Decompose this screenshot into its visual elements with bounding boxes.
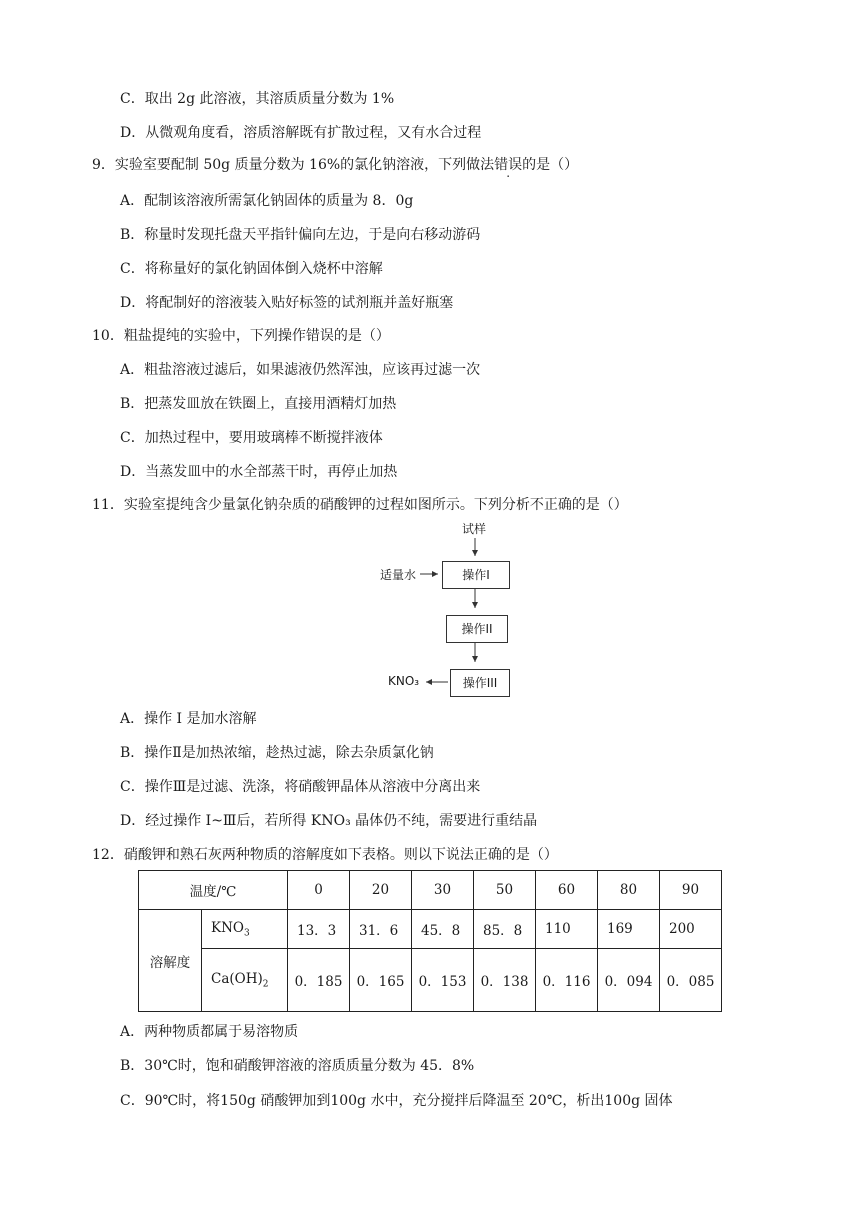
caoh2-formula: Ca(OH) — [211, 970, 263, 987]
caoh2-cell: 0．094 — [598, 949, 660, 1012]
question-10-option-b: B．把蒸发皿放在铁圈上，直接用酒精灯加热 — [120, 396, 397, 412]
question-9-stem — [92, 155, 578, 175]
question-10-stem: 10．粗盐提纯的实验中，下列操作错误的是（） — [92, 328, 390, 344]
operation-2-box: 操作II — [446, 615, 508, 643]
question-12-option-b: B．30℃时，饱和硝酸钾溶液的溶质质量分数为 45．8% — [120, 1058, 475, 1074]
question-11-stem: 11．实验室提纯含少量氯化钠杂质的硝酸钾的过程如图所示。下列分析不正确的是（） — [92, 497, 628, 513]
sample-label: 试样 — [462, 522, 487, 536]
kno3-cell: 45．8 — [412, 910, 474, 949]
caoh2-cell: 0．153 — [412, 949, 474, 1012]
question-11-option-d: D．经过操作 I~Ⅲ后，若所得 KNO₃ 晶体仍不纯，需要进行重结晶 — [120, 813, 538, 829]
purification-flow-diagram — [370, 520, 530, 700]
temp-cell: 20 — [350, 871, 412, 910]
question-12-option-a: A．两种物质都属于易溶物质 — [120, 1024, 299, 1040]
kno3-label — [202, 910, 288, 949]
kno3-cell: 169 — [598, 910, 660, 949]
kno3-formula: KNO — [211, 919, 244, 936]
option-d-prev: D．从微观角度看，溶质溶解既有扩散过程，又有水合过程 — [120, 125, 482, 141]
temp-cell: 30 — [412, 871, 474, 910]
caoh2-label — [202, 949, 288, 1012]
temperature-header: 温度/℃ — [139, 871, 288, 910]
caoh2-subscript: 2 — [262, 979, 269, 990]
question-9-option-b: B．称量时发现托盘天平指针偏向左边，于是向右移动游码 — [120, 227, 481, 243]
question-9-option-c: C．将称量好的氯化钠固体倒入烧杯中溶解 — [120, 261, 383, 277]
question-9-stem-end: 的是（） — [522, 157, 579, 173]
question-10-option-c: C．加热过程中，要用玻璃棒不断搅拌液体 — [120, 430, 383, 446]
table-row-kno3 — [139, 910, 722, 949]
water-label: 适量水 — [380, 568, 417, 582]
kno3-cell: 85．8 — [474, 910, 536, 949]
question-10-option-d: D．当蒸发皿中的水全部蒸干时，再停止加热 — [120, 464, 398, 480]
caoh2-cell: 0．165 — [350, 949, 412, 1012]
kno3-cell: 31．6 — [350, 910, 412, 949]
question-12-option-c: C．90℃时，将150g 硝酸钾加到100g 水中，充分搅拌后降温至 20℃，析出100g 固体 — [120, 1093, 673, 1109]
operation-1-box: 操作I — [442, 561, 510, 589]
kno3-cell: 110 — [536, 910, 598, 949]
caoh2-cell: 0．116 — [536, 949, 598, 1012]
option-c-prev: C．取出 2g 此溶液，其溶质质量分数为 1% — [120, 91, 395, 107]
question-11-option-a: A．操作 I 是加水溶解 — [120, 711, 257, 727]
question-12-stem: 12．硝酸钾和熟石灰两种物质的溶解度如下表格。则以下说法正确的是（） — [92, 847, 558, 863]
table-row-caoh2 — [139, 949, 722, 1012]
question-10-option-a: A．粗盐溶液过滤后，如果滤液仍然浑浊，应该再过滤一次 — [120, 362, 481, 378]
solubility-table — [138, 870, 722, 1012]
solubility-row-label: 溶解度 — [139, 910, 202, 1012]
kno3-product-label: KNO₃ — [388, 674, 420, 688]
temp-cell: 50 — [474, 871, 536, 910]
temp-cell: 90 — [660, 871, 722, 910]
temp-cell: 60 — [536, 871, 598, 910]
question-9-stem-text: 9．实验室要配制 50g 质量分数为 16%的氯化钠溶液，下列做法 — [92, 157, 495, 173]
table-header-row — [139, 871, 722, 910]
caoh2-cell: 0．185 — [288, 949, 350, 1012]
temp-cell: 80 — [598, 871, 660, 910]
emphasis-mark: 错误 — [494, 157, 523, 173]
kno3-cell: 200 — [660, 910, 722, 949]
question-11-option-b: B．操作Ⅱ是加热浓缩，趁热过滤，除去杂质氯化钠 — [120, 745, 434, 761]
caoh2-cell: 0．138 — [474, 949, 536, 1012]
caoh2-cell: 0．085 — [660, 949, 722, 1012]
question-9-option-a: A．配制该溶液所需氯化钠固体的质量为 8．0g — [120, 193, 414, 209]
kno3-cell: 13．3 — [288, 910, 350, 949]
temp-cell: 0 — [288, 871, 350, 910]
kno3-subscript: 3 — [243, 928, 250, 939]
question-11-option-c: C．操作Ⅲ是过滤、洗涤，将硝酸钾晶体从溶液中分离出来 — [120, 779, 481, 795]
operation-3-box: 操作III — [450, 669, 510, 697]
question-9-option-d: D．将配制好的溶液装入贴好标签的试剂瓶并盖好瓶塞 — [120, 295, 454, 311]
